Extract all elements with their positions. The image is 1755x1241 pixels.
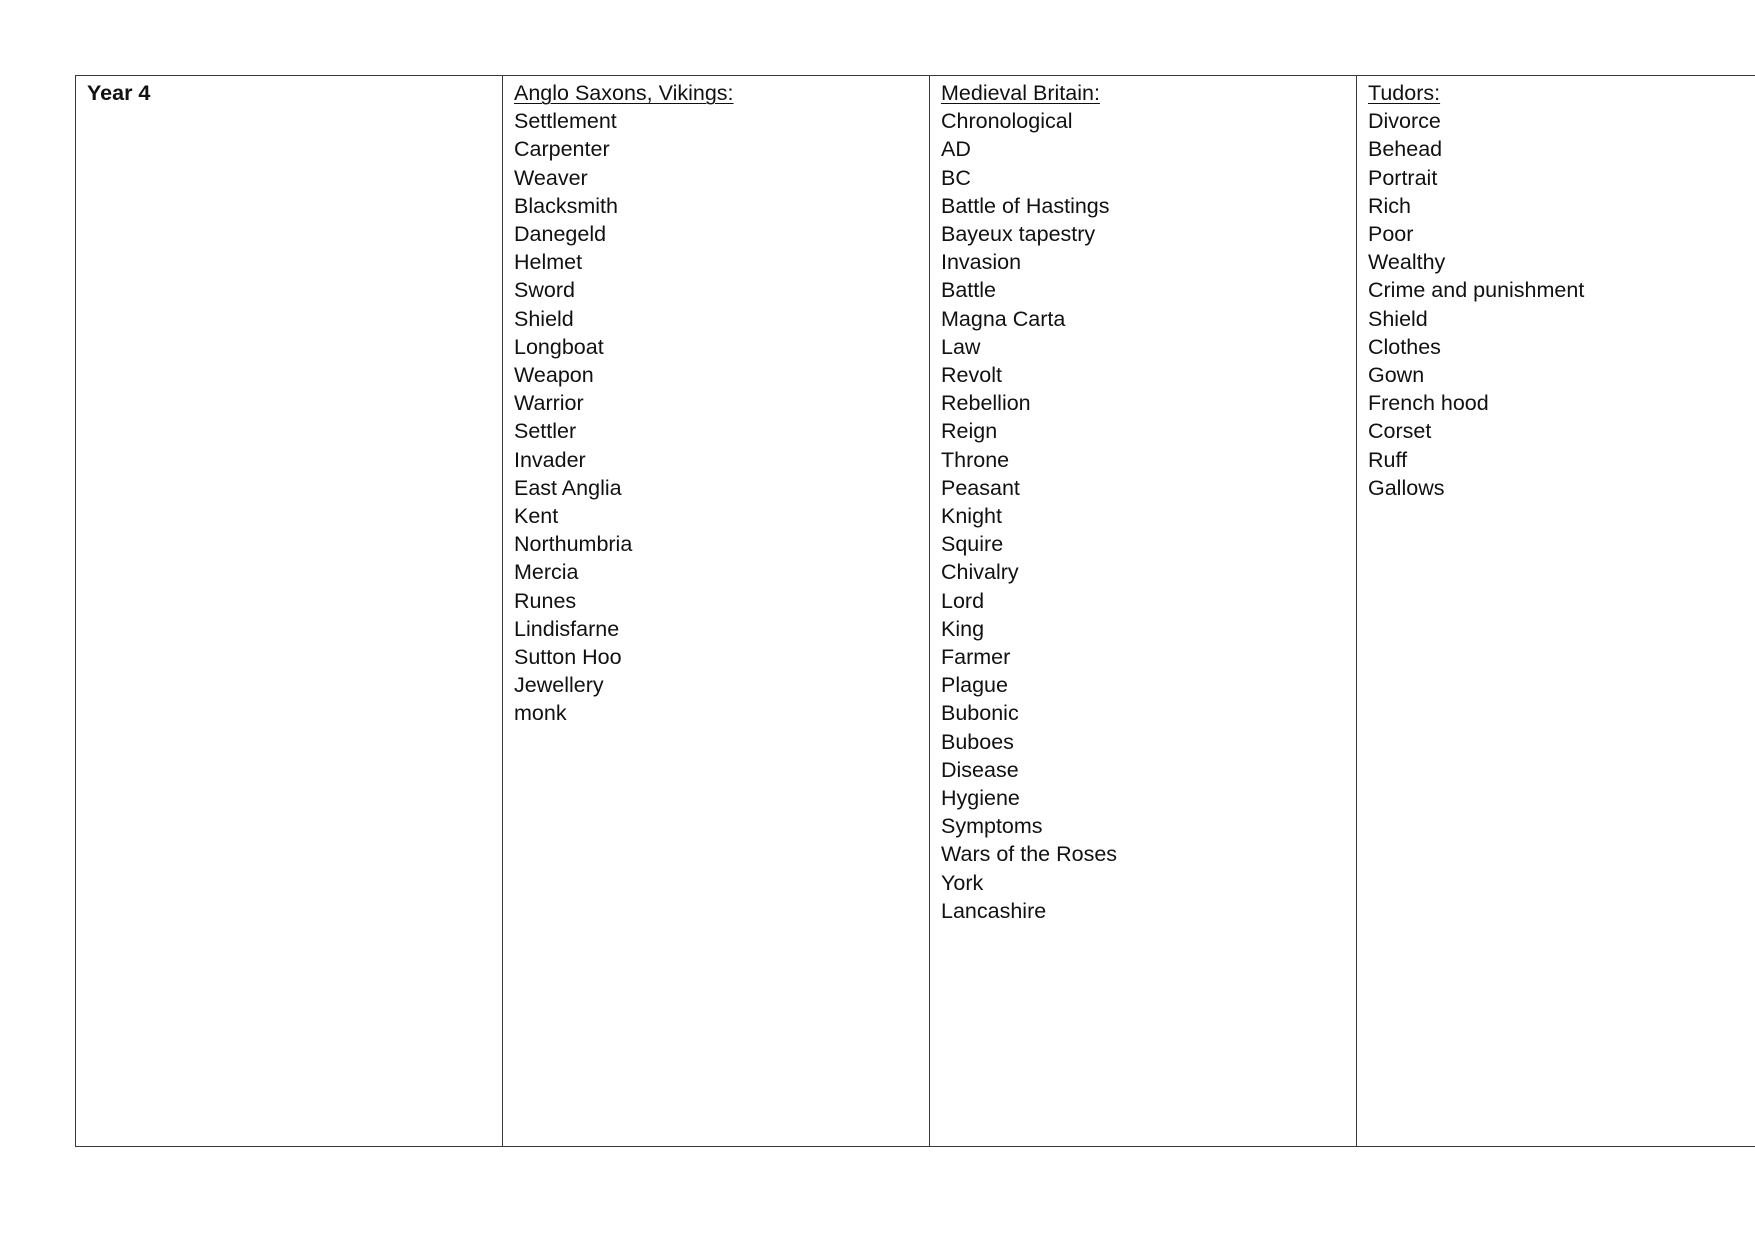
term-item: Behead xyxy=(1368,137,1443,162)
term-item: Danegeld xyxy=(514,222,607,247)
topic-heading: Medieval Britain: xyxy=(941,81,1100,105)
term-item: Helmet xyxy=(514,250,583,275)
topic-heading: Tudors: xyxy=(1368,81,1441,105)
term-item: Battle of Hastings xyxy=(941,193,1110,218)
term-item: York xyxy=(941,870,984,895)
term-item: Invader xyxy=(514,447,586,472)
term-item: Settlement xyxy=(514,109,617,134)
term-item: Symptoms xyxy=(941,814,1043,839)
term-item: Crime and punishment xyxy=(1368,278,1585,303)
term-item: Buboes xyxy=(941,729,1014,754)
term-item: Bayeux tapestry xyxy=(941,222,1096,247)
term-item: Lancashire xyxy=(941,898,1047,923)
term-item: Divorce xyxy=(1368,109,1441,134)
term-item: Peasant xyxy=(941,475,1020,500)
term-item: Ruff xyxy=(1368,447,1408,472)
topic-heading: Anglo Saxons, Vikings: xyxy=(514,81,734,105)
term-item: Revolt xyxy=(941,363,1002,388)
term-item: Bubonic xyxy=(941,701,1019,726)
term-item: East Anglia xyxy=(514,475,622,500)
term-item: Warrior xyxy=(514,391,584,416)
topic-cell-medieval-britain xyxy=(930,76,1357,1147)
term-item: Plague xyxy=(941,673,1008,698)
term-item: Throne xyxy=(941,447,1010,472)
term-item: Northumbria xyxy=(514,532,633,557)
term-item: BC xyxy=(941,165,971,190)
term-item: Wealthy xyxy=(1368,250,1446,275)
term-item: Carpenter xyxy=(514,137,610,162)
table-row xyxy=(76,76,1755,1147)
term-item: Squire xyxy=(941,532,1004,557)
term-item: Reign xyxy=(941,419,998,444)
vocabulary-table xyxy=(75,75,1755,1147)
term-list xyxy=(941,107,1345,925)
term-item: Hygiene xyxy=(941,786,1020,811)
term-item: Farmer xyxy=(941,645,1011,670)
term-item: Sutton Hoo xyxy=(514,645,622,670)
term-item: Blacksmith xyxy=(514,193,618,218)
term-item: Poor xyxy=(1368,222,1414,247)
term-item: Gallows xyxy=(1368,475,1445,500)
term-item: Portrait xyxy=(1368,165,1438,190)
term-item: Magna Carta xyxy=(941,306,1066,331)
term-list xyxy=(1368,107,1755,502)
term-item: Invasion xyxy=(941,250,1022,275)
term-item: Weaver xyxy=(514,165,588,190)
topic-cell-anglo-saxons-vikings xyxy=(503,76,930,1147)
term-item: Wars of the Roses xyxy=(941,842,1118,867)
term-item: Lindisfarne xyxy=(514,616,620,641)
term-item: AD xyxy=(941,137,971,162)
year-cell xyxy=(76,76,503,1147)
term-item: Weapon xyxy=(514,363,594,388)
term-item: Gown xyxy=(1368,363,1425,388)
term-item: monk xyxy=(514,701,567,726)
term-item: King xyxy=(941,616,985,641)
year-label: Year 4 xyxy=(87,81,151,105)
term-item: Shield xyxy=(1368,306,1428,331)
term-item: Law xyxy=(941,334,981,359)
term-item: Shield xyxy=(514,306,574,331)
term-item: Longboat xyxy=(514,334,604,359)
term-item: Chivalry xyxy=(941,560,1019,585)
term-item: Mercia xyxy=(514,560,579,585)
term-list xyxy=(514,107,918,727)
term-item: Rich xyxy=(1368,193,1412,218)
term-item: Clothes xyxy=(1368,334,1441,359)
term-item: Sword xyxy=(514,278,575,303)
term-item: Rebellion xyxy=(941,391,1031,416)
term-item: Disease xyxy=(941,757,1019,782)
term-item: Knight xyxy=(941,504,1002,529)
term-item: Settler xyxy=(514,419,577,444)
term-item: Chronological xyxy=(941,109,1073,134)
term-item: Corset xyxy=(1368,419,1432,444)
term-item: Kent xyxy=(514,504,559,529)
term-item: Runes xyxy=(514,588,577,613)
term-item: Jewellery xyxy=(514,673,604,698)
topic-cell-tudors xyxy=(1357,76,1755,1147)
term-item: Lord xyxy=(941,588,985,613)
term-item: French hood xyxy=(1368,391,1489,416)
term-item: Battle xyxy=(941,278,996,303)
